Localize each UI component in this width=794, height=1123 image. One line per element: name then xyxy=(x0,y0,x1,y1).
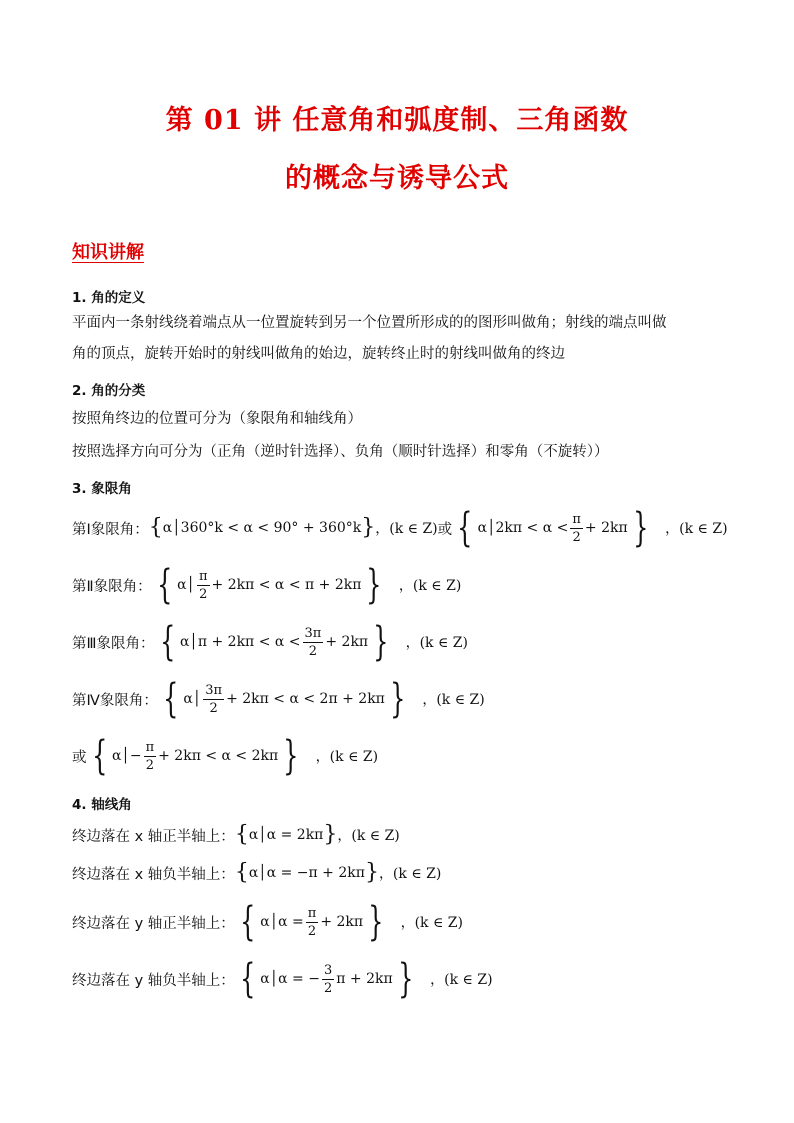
classification-line-1: 按照角终边的位置可分为（象限角和轴线角） xyxy=(72,411,362,427)
quadrant-1-formula-b: { α│2kπ < α < $\frac{\pi}{2}$ + 2kπ } xyxy=(457,505,649,551)
axis-y-positive-condition: ，(k ∈ Z) xyxy=(400,915,463,931)
quadrant-1-label: 第Ⅰ象限角： xyxy=(72,521,149,538)
quadrant-4-or: 或 xyxy=(72,749,87,766)
section-heading: 知识讲解 xyxy=(72,242,144,263)
definition-line-1: 平面内一条射线绕着端点从一位置旋转到另一个位置所形成的的图形叫做角；射线的端点叫做 xyxy=(72,315,667,331)
axis-x-negative-formula: { α│α = −π + 2kπ } xyxy=(234,860,379,885)
quadrant-4-label: 第Ⅳ象限角： xyxy=(72,692,158,709)
axis-x-negative-condition: ，(k ∈ Z) xyxy=(378,866,442,882)
axis-y-negative-condition: ，(k ∈ Z) xyxy=(430,972,493,988)
axis-y-positive-row xyxy=(72,900,463,944)
heading-axis-angles: 4. 轴线角 xyxy=(72,797,132,813)
quadrant-4-alt-row xyxy=(72,734,378,778)
quadrant-4-condition: ，(k ∈ Z) xyxy=(422,692,485,708)
quadrant-2-condition: ，(k ∈ Z) xyxy=(398,578,462,594)
axis-y-negative-formula: { α│α = − $\frac{3}{2}$ π + 2kπ } xyxy=(239,956,414,1002)
heading-angle-definition: 1. 角的定义 xyxy=(72,290,146,306)
quadrant-2-row xyxy=(72,563,461,607)
quadrant-1-row xyxy=(72,505,728,551)
quadrant-3-row xyxy=(72,620,468,664)
axis-y-negative-row xyxy=(72,957,493,1001)
quadrant-1-condition-a: ，(k ∈ Z) xyxy=(375,521,438,537)
definition-line-2: 角的顶点，旋转开始时的射线叫做角的始边，旋转终止时的射线叫做角的终边 xyxy=(72,346,565,362)
quadrant-4-formula: { α│ $\frac{3\pi}{2}$ + 2kπ < α < 2π + 2kπ } xyxy=(162,676,406,722)
quadrant-1-condition-b: ，(k ∈ Z) xyxy=(665,521,728,537)
quadrant-4-alt-condition: ，(k ∈ Z) xyxy=(315,749,379,765)
page-title-line1: 第 01 讲 任意角和弧度制、三角函数 xyxy=(165,105,629,136)
axis-x-positive-condition: ，(k ∈ Z) xyxy=(337,828,400,844)
axis-y-negative-label: 终边落在 y 轴负半轴上： xyxy=(72,972,235,989)
axis-x-positive-row xyxy=(72,822,400,848)
page-title-line2: 的概念与诱导公式 xyxy=(285,163,509,194)
axis-y-positive-formula: { α│α = $\frac{\pi}{2}$ + 2kπ } xyxy=(239,899,384,945)
quadrant-1-or: 或 xyxy=(437,521,453,538)
quadrant-2-formula: { α│ $\frac{\pi}{2}$ + 2kπ < α < π + 2kπ } xyxy=(156,562,382,608)
quadrant-4-row xyxy=(72,677,485,721)
axis-x-negative-row xyxy=(72,860,441,886)
quadrant-1-formula-a: { α│360°k < α < 90° + 360°k } xyxy=(148,515,376,540)
quadrant-4-alt-formula: { α│− $\frac{\pi}{2}$ + 2kπ < α < 2kπ } xyxy=(91,733,299,779)
classification-line-2: 按照选择方向可分为（正角（逆时针选择）、负角（顺时针选择）和零角（不旋转）） xyxy=(72,444,609,460)
axis-y-positive-label: 终边落在 y 轴正半轴上： xyxy=(72,915,235,932)
axis-x-positive-formula: { α│α = 2kπ } xyxy=(234,822,338,847)
quadrant-2-label: 第Ⅱ象限角： xyxy=(72,578,152,595)
quadrant-3-label: 第Ⅲ象限角： xyxy=(72,635,155,652)
axis-x-positive-label: 终边落在 x 轴正半轴上： xyxy=(72,828,235,845)
heading-angle-classification: 2. 角的分类 xyxy=(72,383,146,399)
quadrant-3-condition: ，(k ∈ Z) xyxy=(405,635,468,651)
axis-x-negative-label: 终边落在 x 轴负半轴上： xyxy=(72,866,235,883)
heading-quadrant-angles: 3. 象限角 xyxy=(72,481,132,497)
quadrant-3-formula: { α│π + 2kπ < α < $\frac{3\pi}{2}$ + 2kπ } xyxy=(159,619,389,665)
